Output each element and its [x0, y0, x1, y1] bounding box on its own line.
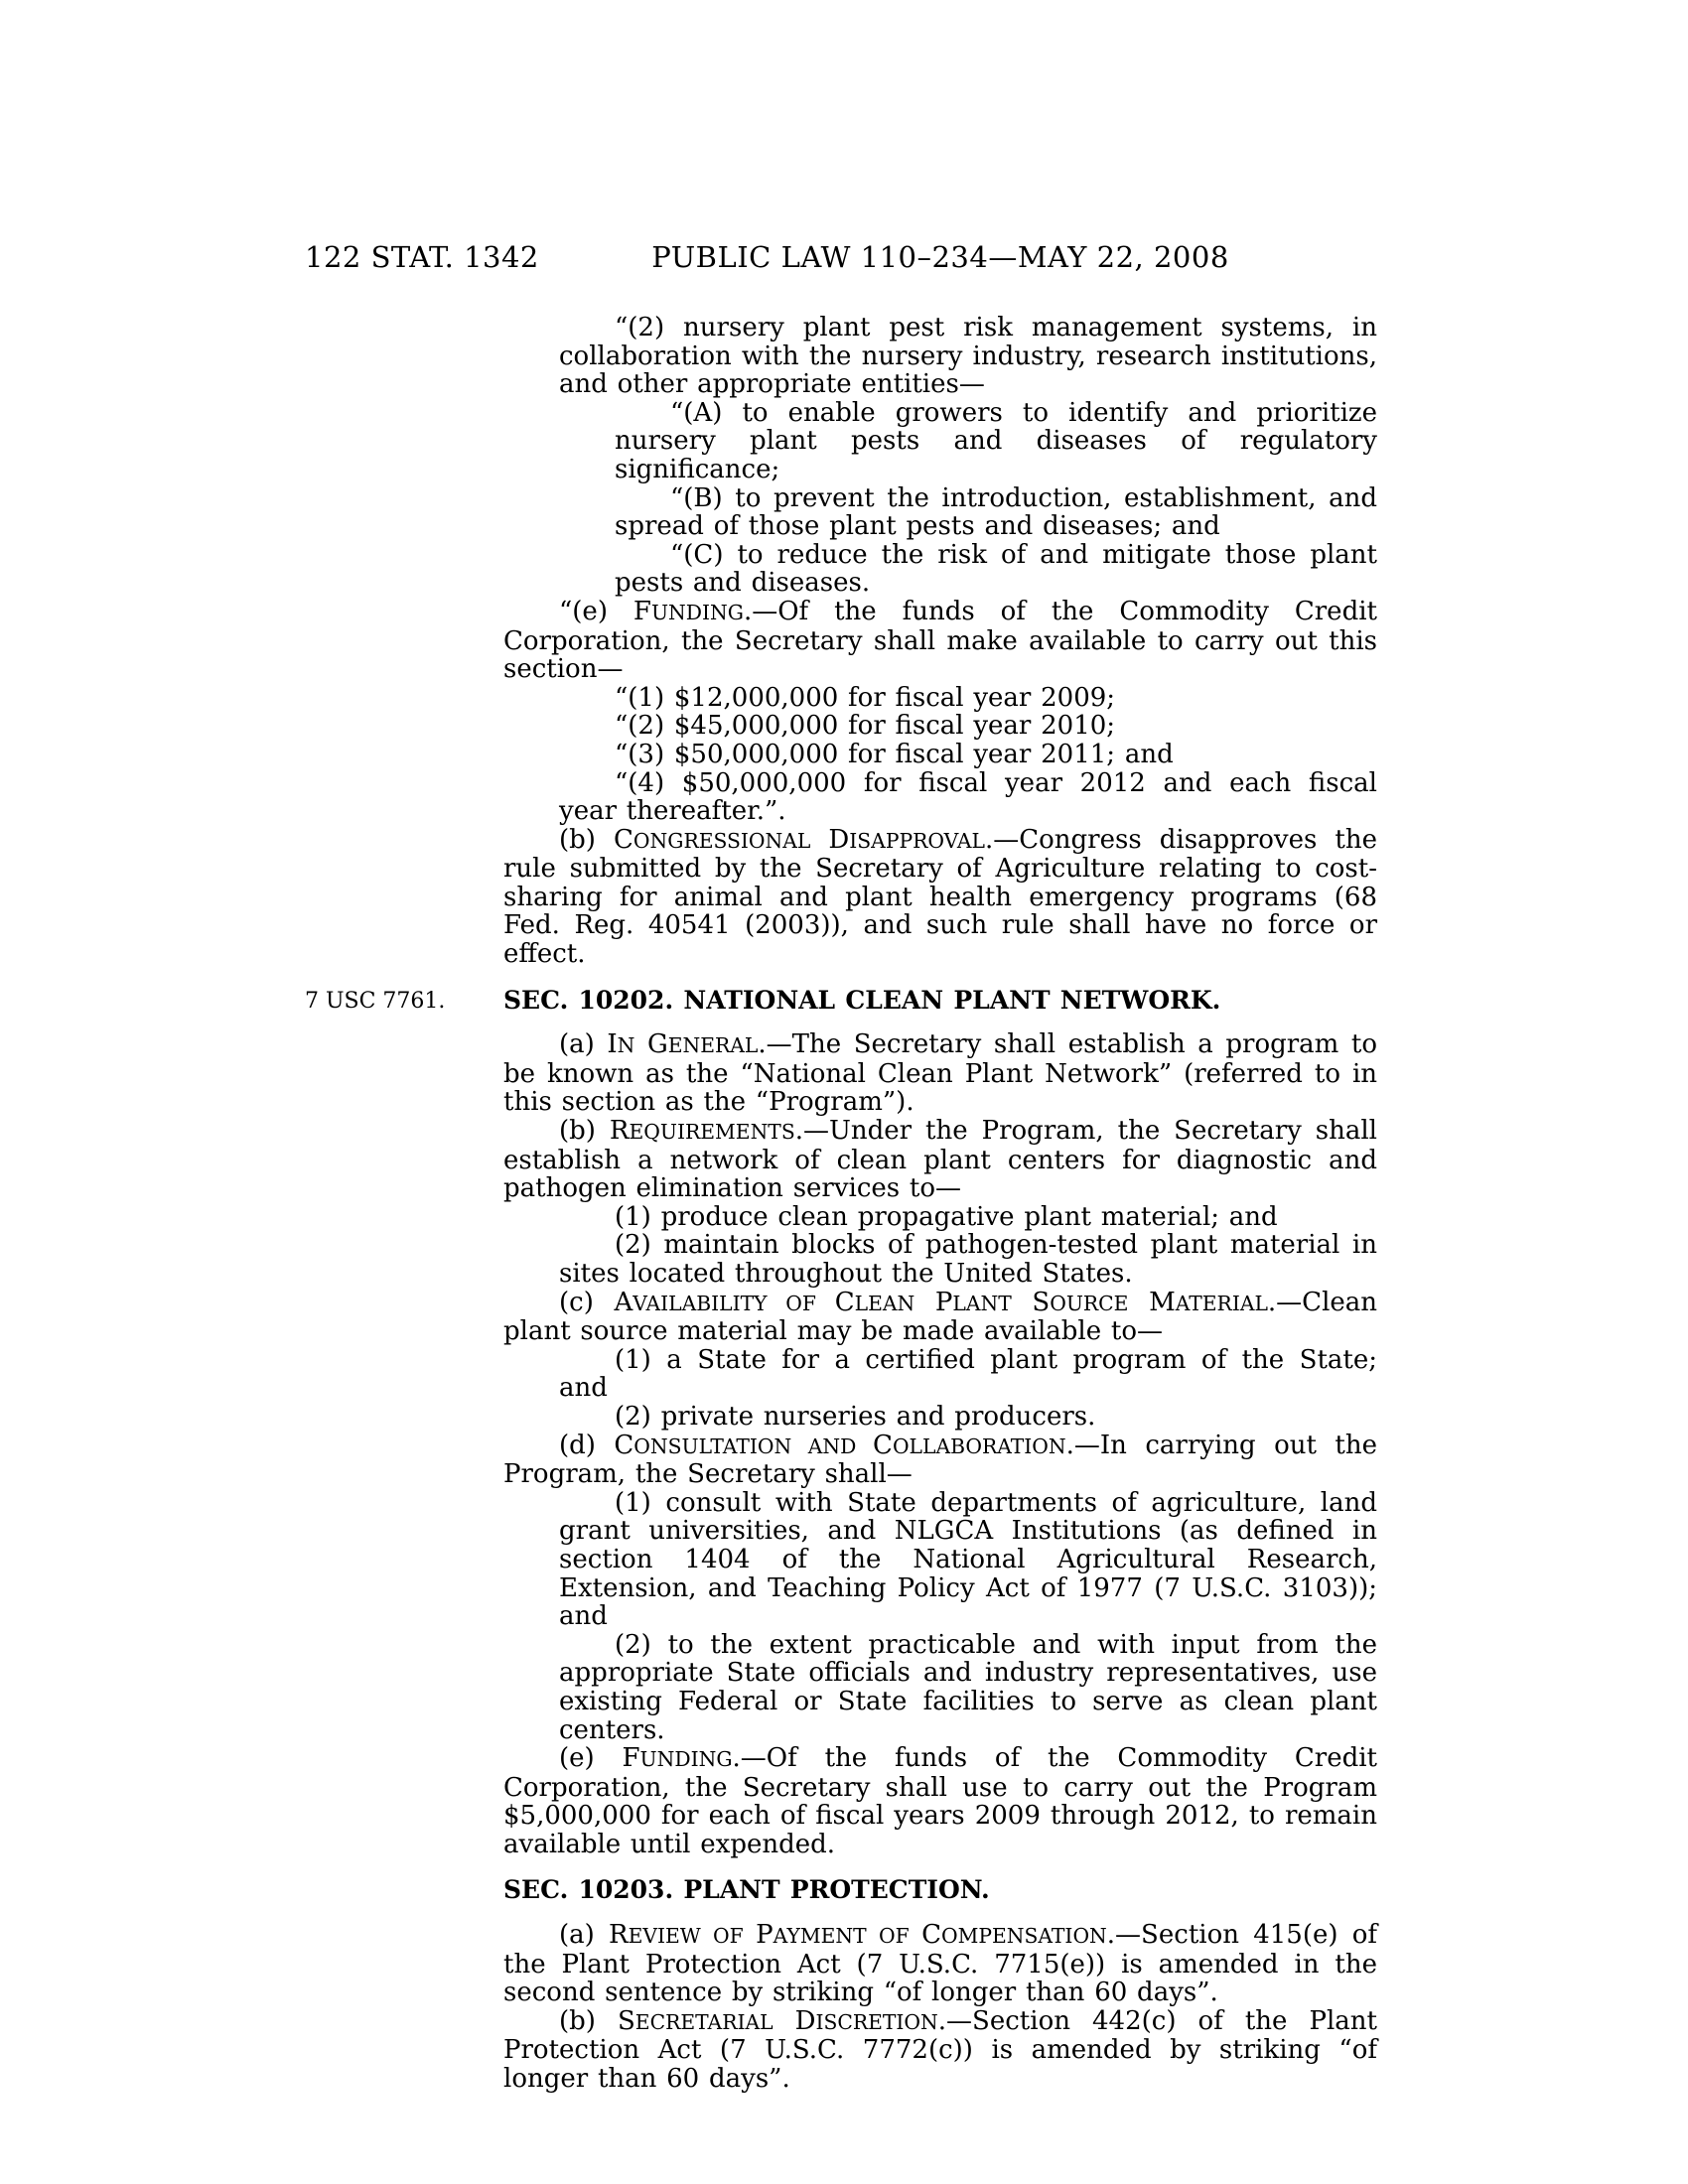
- document-body: [305, 313, 1378, 2095]
- body-text: (d) C: [559, 1430, 634, 1460]
- body-text: (2) maintain blocks of pathogen-tested plant material in sites located throughout the United States.: [559, 1230, 1377, 1289]
- body-text: (1) consult with State departments of agriculture, land grant universities, and NLGCA Institutions (as defined in section 1404 of the National Agricultural Research, Extension, and Teaching Policy Act of 1977 (7 U.S.C. 3103)); and: [559, 1487, 1377, 1632]
- body-text: “(2) $45,000,000 for fiscal year 2010;: [615, 711, 1116, 742]
- statute-paragraph: [503, 2007, 1377, 2094]
- statute-paragraph: [503, 484, 1377, 541]
- small-caps-text: ATERIAL: [1175, 1291, 1268, 1315]
- statute-paragraph: [503, 712, 1377, 741]
- small-caps-text: EVIEW OF: [628, 1924, 757, 1949]
- stat-page-number: 122 STAT. 1342: [305, 240, 539, 274]
- body-text: G: [634, 1029, 668, 1060]
- body-text: C: [921, 1920, 941, 1951]
- body-text: “(C) to reduce the risk of and mitigate those plant pests and diseases.: [615, 539, 1377, 599]
- body-text: S: [1011, 1287, 1051, 1317]
- body-text: .—Clean plant source material may be made available to—: [503, 1287, 1378, 1347]
- running-head-title: PUBLIC LAW 110–234—MAY 22, 2008: [651, 240, 1229, 274]
- body-text: .—Congress disapproves the rule submitted by the Secretary of Agriculture relating to cost-sharing for animal and plant health emergency programs (68 Fed. Reg. 40541 (2003)), and such rule shall have no force or effect.: [503, 824, 1377, 970]
- statute-paragraph: [503, 399, 1377, 484]
- small-caps-text: ISCRETION: [815, 2009, 938, 2034]
- section-heading: [305, 985, 1377, 1016]
- body-text: “(4) $50,000,000 for fiscal year 2012 and each fiscal year thereafter.”.: [559, 767, 1377, 827]
- statute-paragraph: [503, 1289, 1377, 1346]
- body-text: “(3) $50,000,000 for fiscal year 2011; and: [615, 739, 1174, 769]
- body-text: .—Under the Program, the Secretary shall establish a network of clean plant centers for diagnostic and pathogen elimination services to—: [503, 1116, 1378, 1204]
- statute-paragraph: [503, 769, 1377, 826]
- body-text: D: [773, 2005, 816, 2036]
- statute-paragraph: [503, 1744, 1377, 1858]
- body-text: SEC. 10203. PLANT PROTECTION.: [503, 1875, 990, 1905]
- statute-paragraph: [503, 1631, 1377, 1744]
- small-caps-text: OLLABORATION: [892, 1433, 1066, 1458]
- statute-paragraph: [503, 684, 1377, 713]
- body-text: P: [756, 1920, 774, 1951]
- body-text: “(1) $12,000,000 for fiscal year 2009;: [615, 682, 1116, 713]
- body-text: (1) produce clean propagative plant material; and: [615, 1201, 1278, 1232]
- small-caps-text: VAILABILITY OF: [633, 1291, 835, 1315]
- statute-paragraph: [503, 314, 1377, 399]
- body-text: “(B) to prevent the introduction, establishment, and spread of those plant pests and diseases; and: [615, 482, 1377, 542]
- us-code-margin-note: 7 USC 7761.: [305, 988, 446, 1014]
- body-text: (c) A: [559, 1287, 633, 1317]
- body-text: (b) R: [559, 1116, 630, 1147]
- small-caps-text: ONSULTATION AND: [633, 1433, 874, 1458]
- body-text: (e) F: [559, 1743, 640, 1774]
- small-caps-text: OURCE: [1050, 1291, 1129, 1315]
- statute-paragraph: [503, 1489, 1377, 1631]
- statute-paragraph: [503, 1231, 1377, 1288]
- body-text: SEC. 10202. NATIONAL CLEAN PLANT NETWORK.: [503, 985, 1221, 1015]
- small-caps-text: ENERAL: [667, 1033, 759, 1058]
- body-text: (b) S: [559, 2005, 635, 2036]
- body-text: .—Of the funds of the Commodity Credit Corporation, the Secretary shall use to carry out the Program $5,000,000 for each of fiscal years 2009 through 2012, to remain available until expended.: [503, 1743, 1377, 1859]
- body-text: (b) C: [559, 824, 633, 855]
- small-caps-text: N: [617, 1033, 635, 1058]
- statute-paragraph: [503, 598, 1377, 684]
- body-text: C: [834, 1287, 855, 1317]
- statute-paragraph: [503, 1030, 1377, 1117]
- body-text: C: [873, 1430, 893, 1460]
- small-caps-text: LANT: [952, 1291, 1012, 1315]
- statute-paragraph: [503, 1432, 1377, 1489]
- small-caps-text: UNDING: [650, 600, 744, 624]
- small-caps-text: ISAPPROVAL: [849, 828, 985, 853]
- small-caps-text: OMPENSATION: [940, 1924, 1107, 1949]
- small-caps-text: EQUIREMENTS: [629, 1120, 795, 1145]
- body-text: “(e) F: [559, 596, 651, 626]
- small-caps-text: AYMENT OF: [773, 1924, 922, 1949]
- statute-paragraph: [503, 741, 1377, 769]
- statute-paragraph: [503, 1203, 1377, 1232]
- body-text: .—Section 415(e) of the Plant Protection Act (7 U.S.C. 7715(e)) is amended in the second sentence by striking “of longer than 60 days”.: [503, 1920, 1377, 2008]
- body-text: .—In carrying out the Program, the Secretary shall—: [503, 1430, 1377, 1490]
- statute-paragraph: [503, 1346, 1377, 1403]
- body-text: M: [1128, 1287, 1176, 1317]
- body-text: .—The Secretary shall establish a program to be known as the “National Clean Plant Network” (referred to in this section as the “Program”).: [503, 1029, 1377, 1118]
- small-caps-text: ONGRESSIONAL: [633, 828, 811, 853]
- statute-paragraph: [503, 541, 1377, 598]
- body-text: (2) to the extent practicable and with input from the appropriate State officials and industry representatives, use existing Federal or State facilities to serve as clean plant centers.: [559, 1629, 1377, 1745]
- small-caps-text: ECRETARIAL: [634, 2009, 774, 2034]
- statute-paragraph: [503, 1921, 1377, 2007]
- body-text: “(A) to enable growers to identify and prioritize nursery plant pests and diseases of regulatory significance;: [615, 397, 1377, 484]
- small-caps-text: LEAN: [854, 1291, 915, 1315]
- body-text: P: [914, 1287, 953, 1317]
- body-text: (a) R: [559, 1920, 629, 1951]
- section-heading: [503, 1876, 1377, 1905]
- statute-paragraph: [503, 1117, 1377, 1203]
- body-text: .—Section 442(c) of the Plant Protection Act (7 U.S.C. 7772(c)) is amended by striking “of longer than 60 days”.: [503, 2005, 1377, 2095]
- body-text: (2) private nurseries and producers.: [615, 1401, 1096, 1432]
- body-text: (1) a State for a certified plant program of the State; and: [559, 1344, 1377, 1404]
- statute-paragraph: [503, 826, 1377, 969]
- body-text: D: [810, 824, 850, 855]
- small-caps-text: UNDING: [639, 1747, 733, 1772]
- body-text: (a) I: [559, 1029, 618, 1060]
- body-text: .—Of the funds of the Commodity Credit Corporation, the Secretary shall make available to carry out this section—: [503, 596, 1377, 685]
- body-text: “(2) nursery plant pest risk management systems, in collaboration with the nursery industry, research institutions, and other appropriate entities—: [559, 313, 1377, 400]
- statute-paragraph: [503, 1403, 1377, 1432]
